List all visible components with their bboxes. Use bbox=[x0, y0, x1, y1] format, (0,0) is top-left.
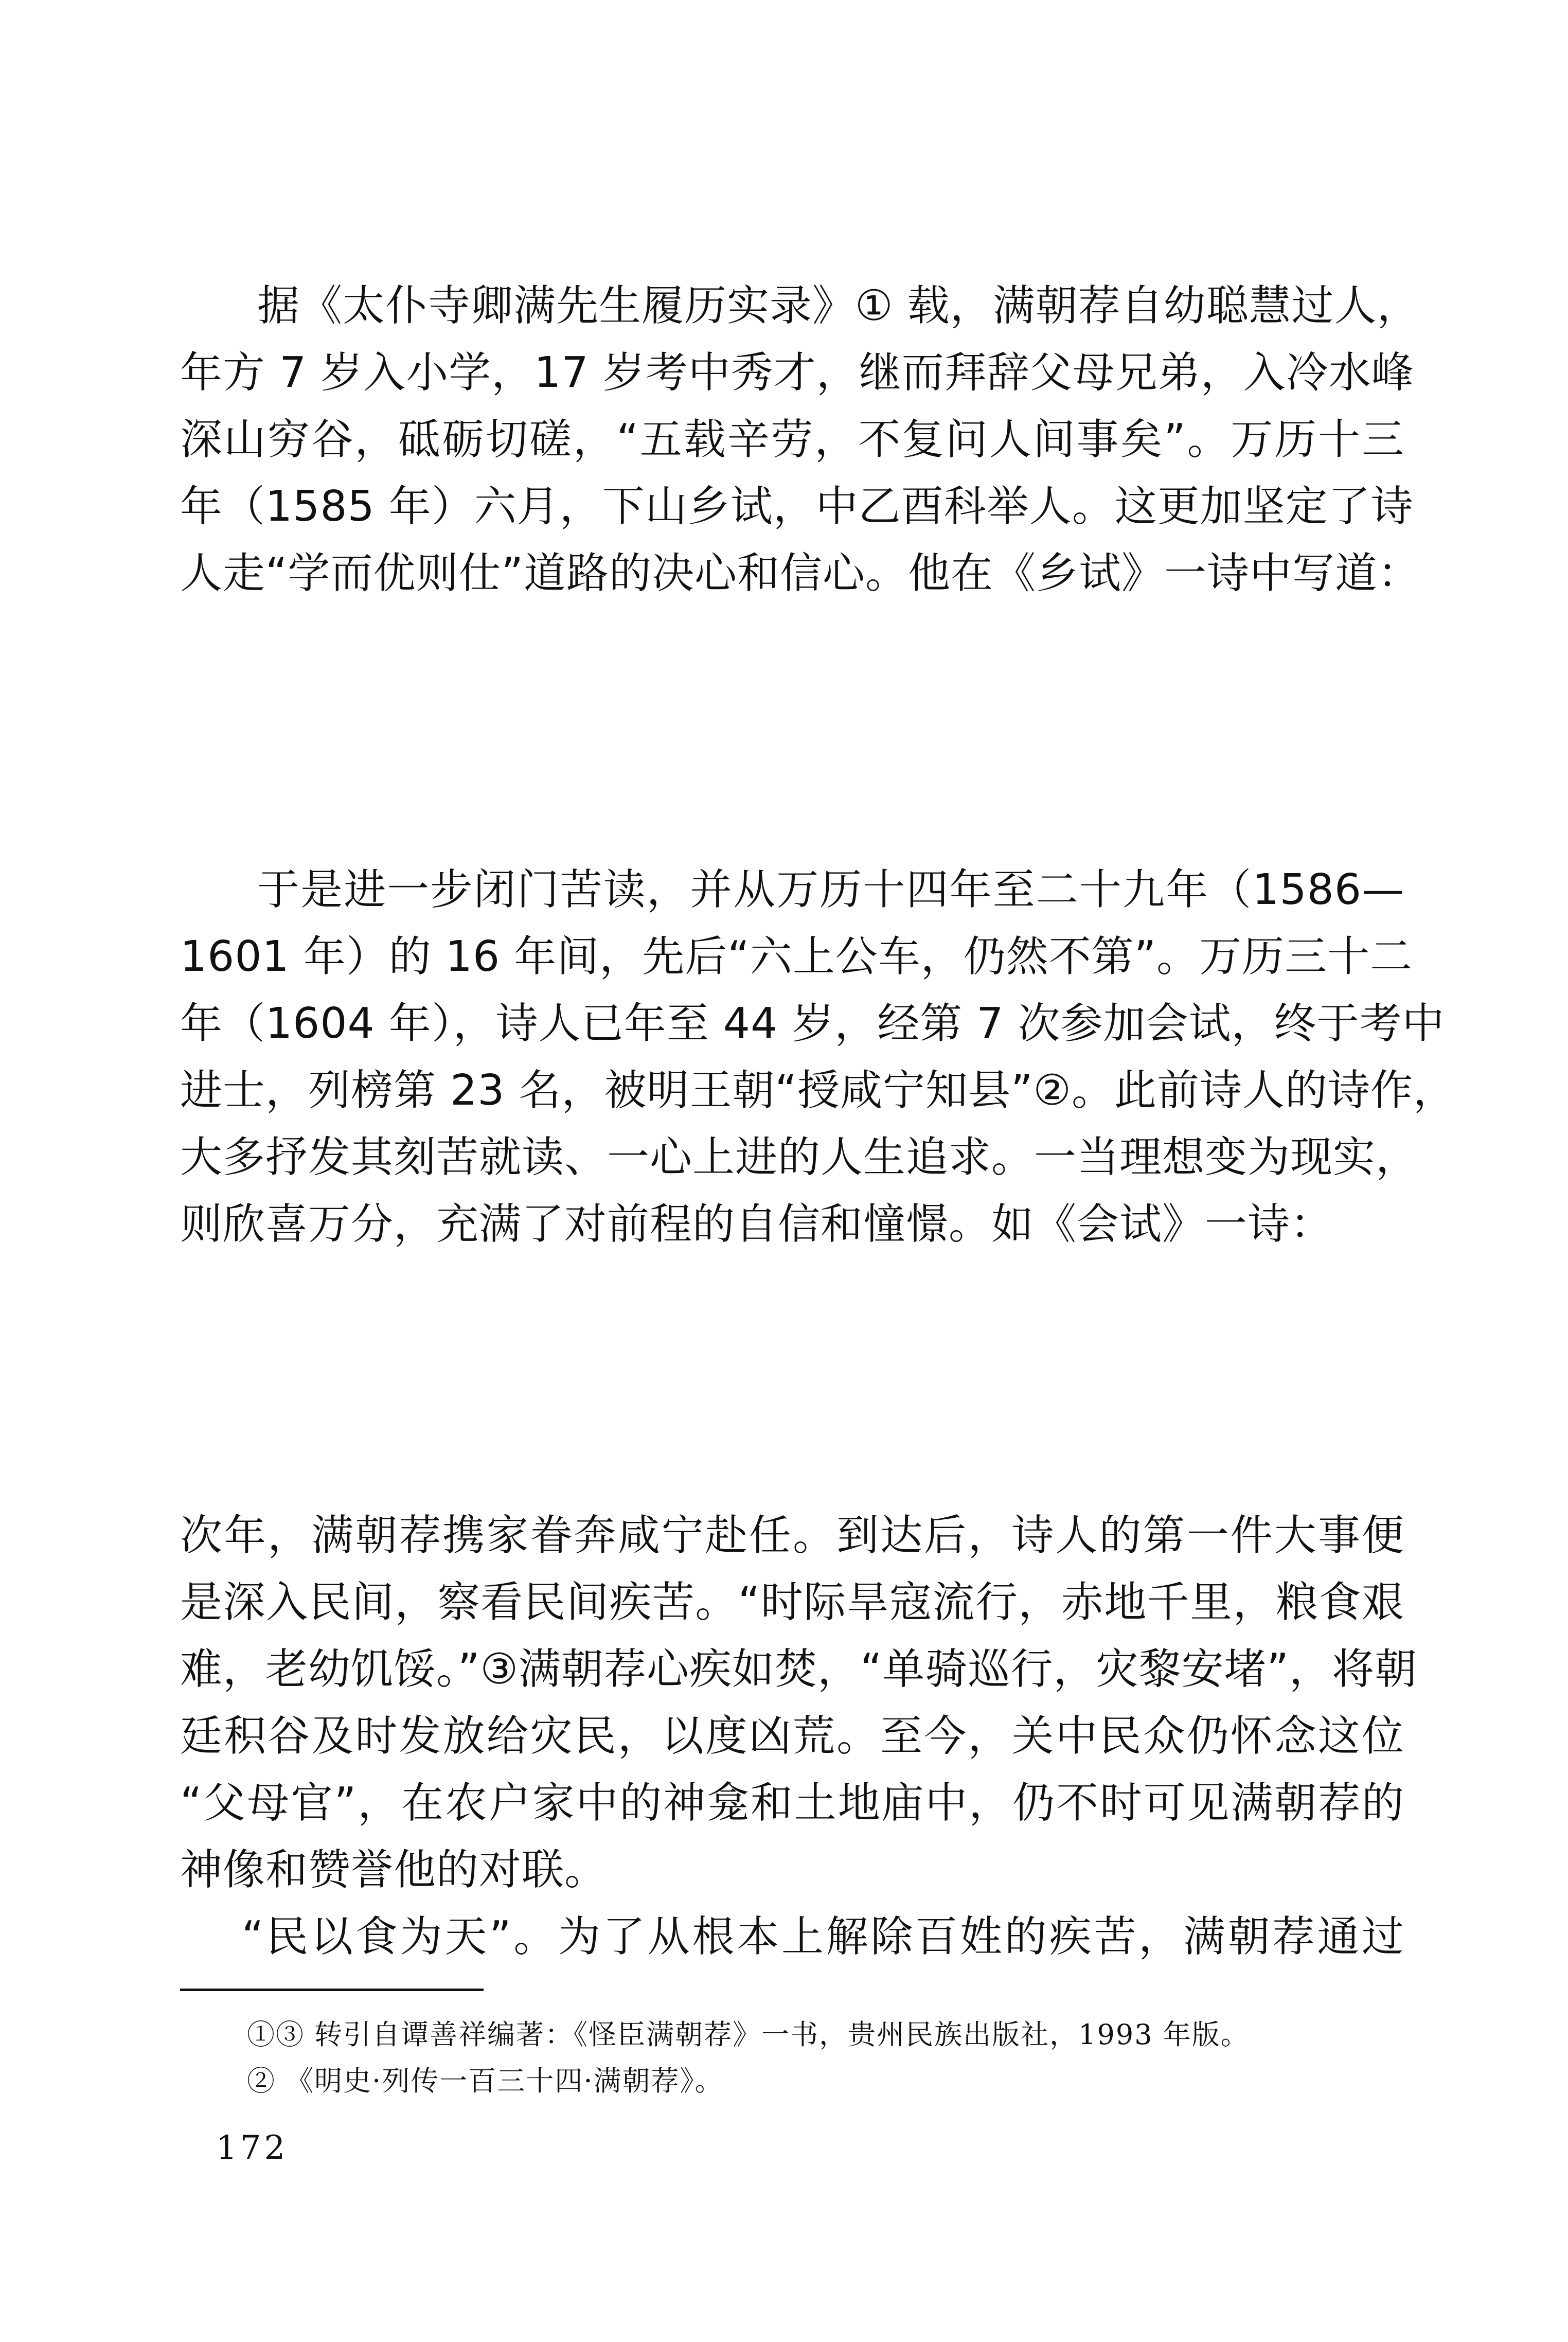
paragraph-1-line-2: 年方 7 岁入小学，17 岁考中秀才，继而拜辞父母兄弟，入冷水峰 bbox=[180, 348, 1414, 397]
paragraph-2-line-2: 1601 年）的 16 年间，先后“六上公车，仍然不第”。万历三十二 bbox=[180, 932, 1413, 981]
paragraph-3-line-2: 是深入民间，察看民间疾苦。“时际旱寇流行，赤地千里，粮食艰 bbox=[180, 1578, 1404, 1627]
paragraph-3-line-6: 神像和赞誉他的对联。 bbox=[180, 1846, 608, 1894]
paragraph-1-line-1: 据《太仆寺卿满先生履历实录》① 载，满朝荐自幼聪慧过人， bbox=[257, 281, 1420, 330]
paragraph-1-line-3: 深山穷谷，砥砺切磋，“五载辛劳，不复问人间事矣”。万历十三 bbox=[180, 415, 1404, 464]
page-number: 172 bbox=[216, 2129, 289, 2167]
paragraph-2-line-4: 进士，列榜第 23 名，被明王朝“授咸宁知县”②。此前诗人的诗作， bbox=[180, 1066, 1456, 1115]
paragraph-2-line-1: 于是进一步闭门苦读，并从万历十四年至二十九年（1586— bbox=[257, 865, 1404, 914]
paragraph-4-line-1: “民以食为天”。为了从根本上解除百姓的疾苦，满朝荐通过 bbox=[242, 1912, 1404, 1961]
paragraph-3-line-4: 廷积谷及时发放给灾民，以度凶荒。至今，关中民众仍怀念这位 bbox=[180, 1712, 1404, 1761]
footnote-1: ①③ 转引自谭善祥编著：《怪臣满朝荐》一书，贵州民族出版社，1993 年版。 bbox=[247, 2018, 1250, 2051]
paragraph-2-line-3: 年（1604 年），诗人已年至 44 岁，经第 7 次参加会试，终于考中 bbox=[180, 999, 1445, 1048]
paragraph-1-line-4: 年（1585 年）六月，下山乡试，中乙酉科举人。这更加坚定了诗 bbox=[180, 482, 1414, 531]
paragraph-3-line-1: 次年，满朝荐携家眷奔咸宁赴任。到达后，诗人的第一件大事便 bbox=[180, 1511, 1404, 1560]
paragraph-3-line-5: “父母官”，在农户家中的神龛和土地庙中，仍不时可见满朝荐的 bbox=[180, 1779, 1404, 1828]
footnote-divider bbox=[180, 1989, 484, 1991]
footnote-2: ② 《明史·列传一百三十四·满朝荐》。 bbox=[247, 2065, 724, 2097]
paragraph-3-line-3: 难，老幼饥馁。”③满朝荐心疾如焚，“单骑巡行，灾黎安堵”，将朝 bbox=[180, 1645, 1417, 1694]
paragraph-2-line-6: 则欣喜万分，充满了对前程的自信和憧憬。如《会试》一诗： bbox=[180, 1200, 1333, 1249]
paragraph-2-line-5: 大多抒发其刻苦就读、一心上进的人生追求。一当理想变为现实， bbox=[180, 1133, 1419, 1182]
paragraph-1-line-5: 人走“学而优则仕”道路的决心和信心。他在《乡试》一诗中写道： bbox=[180, 549, 1420, 598]
